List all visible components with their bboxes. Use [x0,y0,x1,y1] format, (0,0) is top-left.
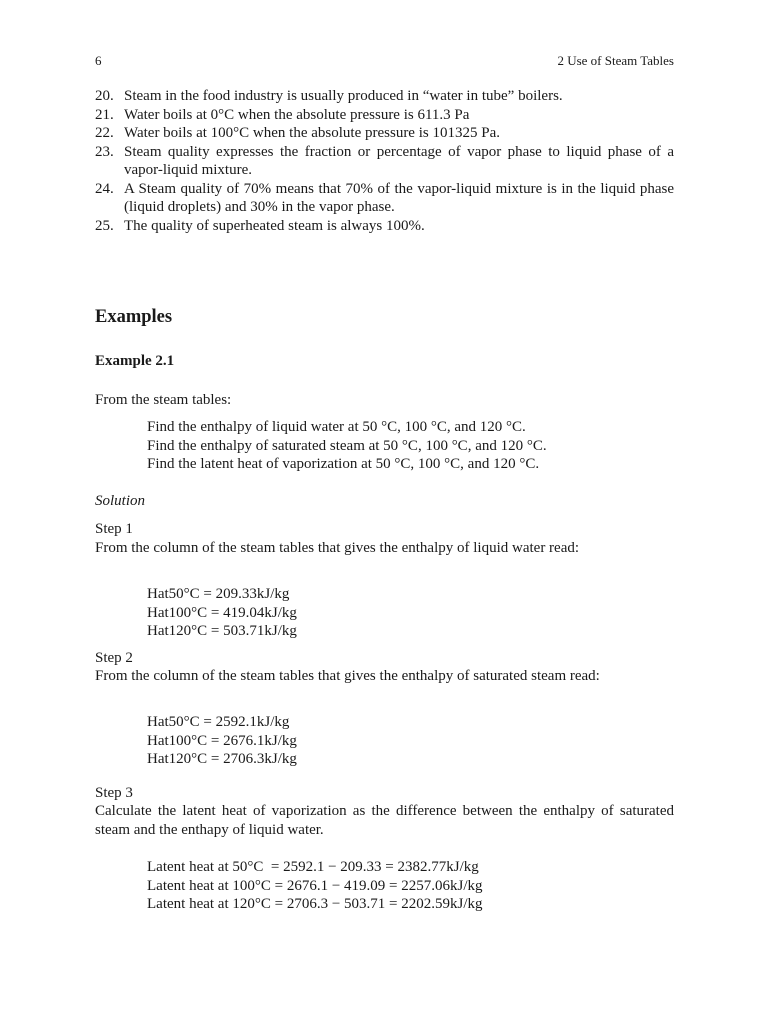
solution-label: Solution [95,493,146,509]
example-title: Example 2.1 [95,353,175,369]
step-2-text: From the column of the steam tables that gives the enthalpy of saturated steam read: [95,668,600,684]
equation-line: Hat50°C = 2592.1kJ/kg [147,714,290,730]
item-text: Water boils at 100°C when the absolute pressure is 101325 Pa. [124,125,500,141]
item-number: 21. [95,106,114,123]
document-page [95,0,674,1024]
equation-line: Hat120°C = 503.71kJ/kg [147,623,297,639]
list-item [95,180,674,217]
list-item [95,217,674,236]
running-header [95,53,674,71]
equation-line: Latent heat at 100°C = 2676.1 − 419.09 = 2257.06kJ/kg [147,877,483,894]
item-text: A Steam quality of 70% means that 70% of the vapor-liquid mixture is in the liquid phase (liquid droplets) and 30% in the vapor phase. [124,180,674,215]
list-item [95,87,674,106]
running-title: 2 Use of Steam Tables [557,53,674,68]
equation-line: Latent heat at 120°C = 2706.3 − 503.71 = 2202.59kJ/kg [147,896,483,912]
step-2-label: Step 2 [95,650,133,666]
equation-line: Hat50°C = 209.33kJ/kg [147,586,290,602]
item-number: 20. [95,88,114,104]
step-3-equations [147,858,674,914]
item-number: 23. [95,143,114,160]
item-number: 22. [95,125,114,141]
step-2-equations [147,713,674,769]
task-line: Find the enthalpy of saturated steam at 50 °C, 100 °C, and 120 °C. [147,437,547,454]
example-intro: From the steam tables: [95,392,232,408]
step-1-label: Step 1 [95,521,133,537]
equation-line: Hat100°C = 2676.1kJ/kg [147,732,297,749]
list-item [95,106,674,125]
step-3-text: Calculate the latent heat of vaporization as the difference between the enthalpy of saturated steam and the enthapy of liquid water. [95,803,674,838]
task-list [147,418,674,474]
item-text: Water boils at 0°C when the absolute pressure is 611.3 Pa [124,106,470,123]
step-1-text: From the column of the steam tables that gives the enthalpy of liquid water read: [95,540,580,556]
page-number: 6 [95,53,102,68]
true-false-statements-list [95,87,674,235]
item-text: Steam in the food industry is usually produced in “water in tube” boilers. [124,88,563,104]
item-text: Steam quality expresses the fraction or percentage of vapor phase to liquid phase of a vapor-liquid mixture. [124,143,674,178]
task-line: Find the enthalpy of liquid water at 50 °C, 100 °C, and 120 °C. [147,419,526,435]
task-line: Find the latent heat of vaporization at 50 °C, 100 °C, and 120 °C. [147,456,540,472]
item-text: The quality of superheated steam is always 100%. [124,217,425,234]
list-item [95,124,674,143]
item-number: 25. [95,217,114,234]
equation-line: Hat120°C = 2706.3kJ/kg [147,751,297,767]
step-3-label: Step 3 [95,785,133,801]
item-number: 24. [95,180,114,197]
equation-line: Latent heat at 50°C = 2592.1 − 209.33 = 2382.77kJ/kg [147,859,479,875]
equation-line: Hat100°C = 419.04kJ/kg [147,604,297,621]
step-1-equations [147,585,674,641]
list-item [95,143,674,180]
section-heading: Examples [95,307,173,327]
